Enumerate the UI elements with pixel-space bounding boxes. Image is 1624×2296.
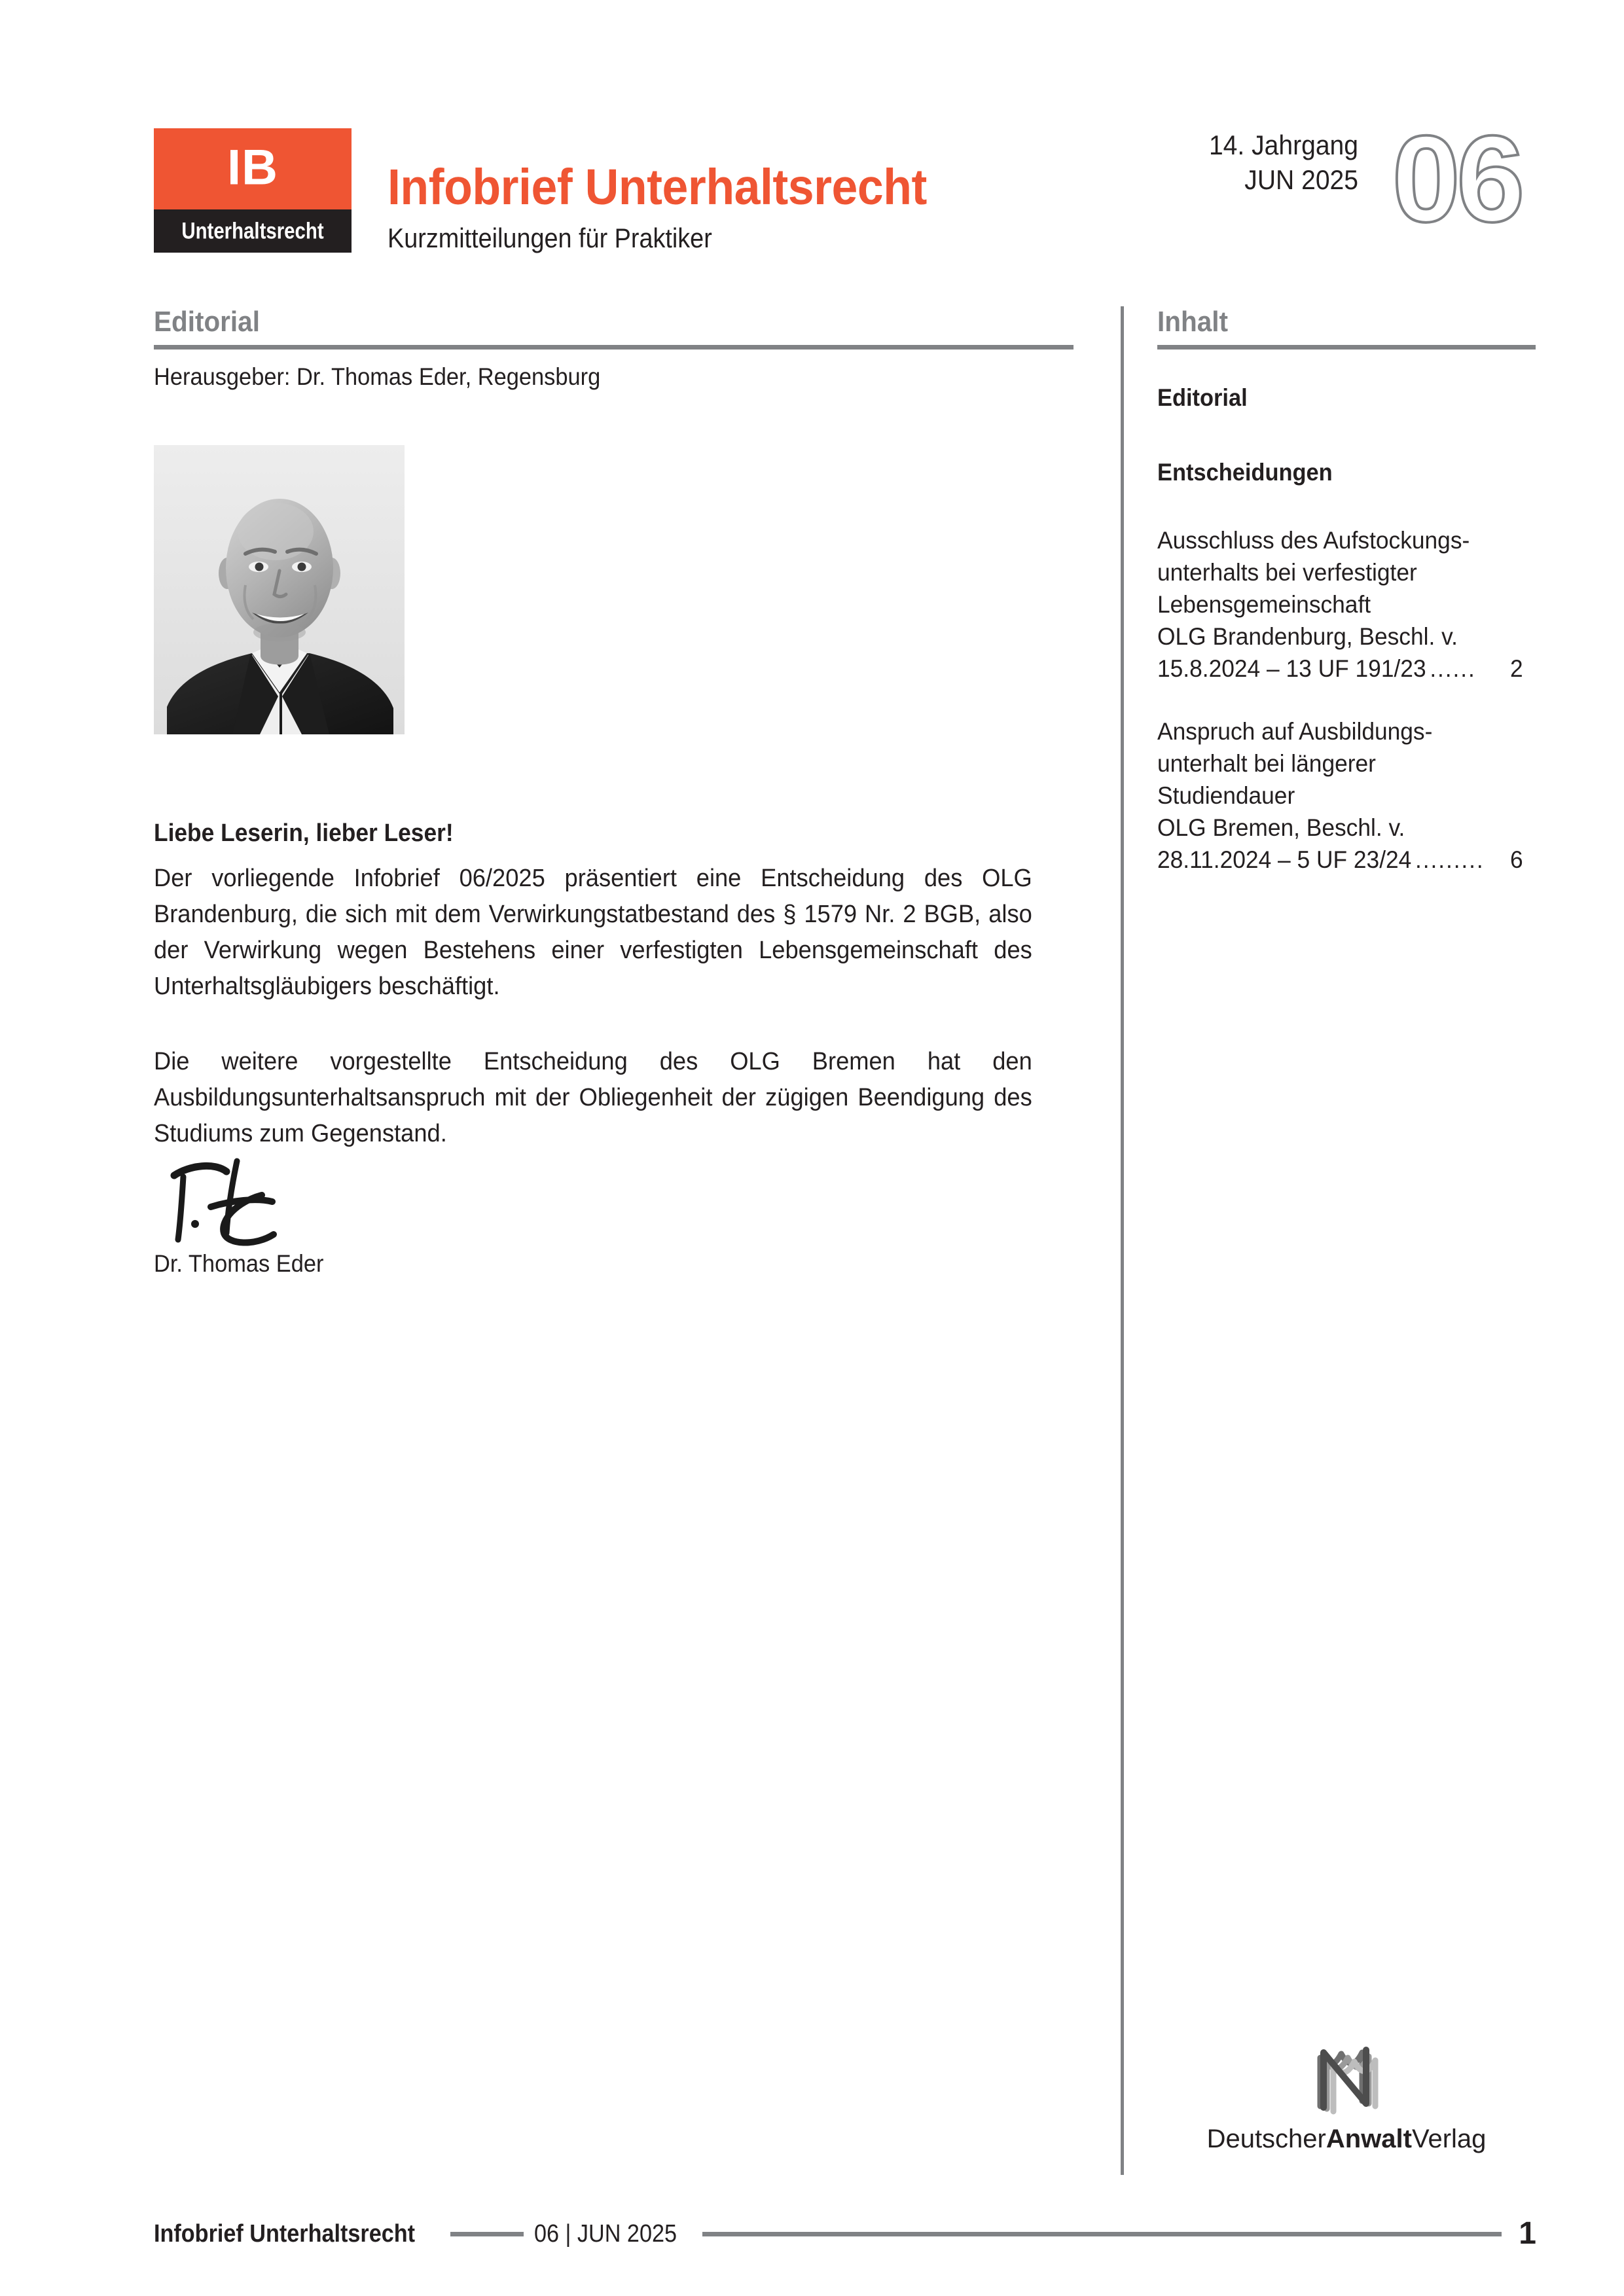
footer-short-rule <box>450 2232 524 2236</box>
column-divider <box>1121 306 1124 2175</box>
ib-logo-subject-block <box>154 209 352 253</box>
toc-entry-leader-dots: ......... <box>1415 846 1485 873</box>
publisher-name-part-2: Anwalt <box>1326 2125 1412 2153</box>
toc-entry-reference: 28.11.2024 – 5 UF 23/24 <box>1157 846 1412 873</box>
toc-entry-title-line: unterhalts bei verfestigter <box>1157 559 1417 586</box>
signature-name: Dr. Thomas Eder <box>154 1250 324 1277</box>
footer-title: Infobrief Unterhaltsrecht <box>154 2220 416 2248</box>
publisher-name <box>1157 2126 1536 2152</box>
footer-long-rule <box>702 2232 1502 2236</box>
issue-date-label: JUN 2025 <box>1244 164 1358 195</box>
ib-logo <box>154 128 352 253</box>
ib-logo-subject: Unterhaltsrecht <box>181 218 324 244</box>
title-block <box>388 159 1206 253</box>
toc-entry-leader-dots: ...... <box>1430 655 1476 682</box>
toc-entry-court: OLG Bremen, Beschl. v. <box>1157 814 1405 841</box>
editorial-heading-rule <box>154 345 1074 350</box>
publisher-name-part-3: Verlag <box>1412 2125 1487 2153</box>
toc-entry-title-line: Studiendauer <box>1157 781 1295 809</box>
page-footer <box>154 2214 1536 2253</box>
publisher-line: Herausgeber: Dr. Thomas Eder, Regensburg <box>154 363 601 390</box>
issue-number-badge: 06 <box>1392 110 1521 247</box>
page-title: Infobrief Unterhaltsrecht <box>388 159 927 215</box>
editor-portrait <box>154 445 405 734</box>
page-subtitle: Kurzmitteilungen für Praktiker <box>388 223 712 253</box>
toc-entry-page: 6 <box>1510 846 1523 873</box>
toc-entry-title-line: Anspruch auf Ausbildungs- <box>1157 718 1433 745</box>
editorial-paragraph-1: Der vorliegende Infobrief 06/2025 präsentiert eine Entscheidung des OLG Brandenburg, die sich mit dem Verwirkungstatbestand des § 1579 Nr. 2 BGB, also der Verwirkung wegen Bestehens einer verfestigten Lebensgemeinschaft des Unterhaltsgläubigers beschäftigt. <box>154 865 1032 1001</box>
toc-entry-title-line: Ausschluss des Aufstockungs- <box>1157 527 1470 554</box>
toc-group-decisions: Entscheidungen <box>1157 459 1333 486</box>
toc-entry-title-line: unterhalt bei längerer <box>1157 750 1376 778</box>
ib-logo-initials-block <box>154 128 352 209</box>
toc-entry[interactable] <box>1157 525 1523 685</box>
footer-issue: 06 | JUN 2025 <box>534 2220 677 2248</box>
table-of-contents <box>1157 382 1540 876</box>
toc-group-editorial[interactable]: Editorial <box>1157 384 1248 411</box>
toc-entry-page: 2 <box>1510 655 1523 682</box>
volume-label: 14. Jahrgang <box>1208 130 1358 160</box>
editorial-heading: Editorial <box>154 306 260 338</box>
editorial-paragraph-2: Die weitere vorgestellte Entscheidung des OLG Bremen hat den Ausbildungsunterhaltsanspruch mit der Obliegenheit der zügigen Beendigung des Studiums zum Gegenstand. <box>154 1048 1032 1148</box>
toc-entry[interactable] <box>1157 716 1523 876</box>
toc-entry-reference: 15.8.2024 – 13 UF 191/23 <box>1157 655 1426 682</box>
publisher-name-part-1: Deutscher <box>1206 2125 1326 2153</box>
signature-mark <box>164 1152 439 1257</box>
toc-entry-court: OLG Brandenburg, Beschl. v. <box>1157 622 1458 650</box>
masthead <box>154 110 1535 272</box>
ib-logo-initials: IB <box>227 139 278 196</box>
footer-page-number: 1 <box>1519 2216 1536 2251</box>
contents-heading: Inhalt <box>1157 306 1228 338</box>
anwaltverlag-wave-n-icon <box>1305 2036 1388 2119</box>
issue-meta <box>1149 128 1358 197</box>
salutation: Liebe Leserin, lieber Leser! <box>154 819 454 847</box>
toc-entry-title-line: Lebensgemeinschaft <box>1157 590 1371 618</box>
contents-heading-rule <box>1157 345 1536 350</box>
publisher-logo <box>1157 2036 1536 2152</box>
